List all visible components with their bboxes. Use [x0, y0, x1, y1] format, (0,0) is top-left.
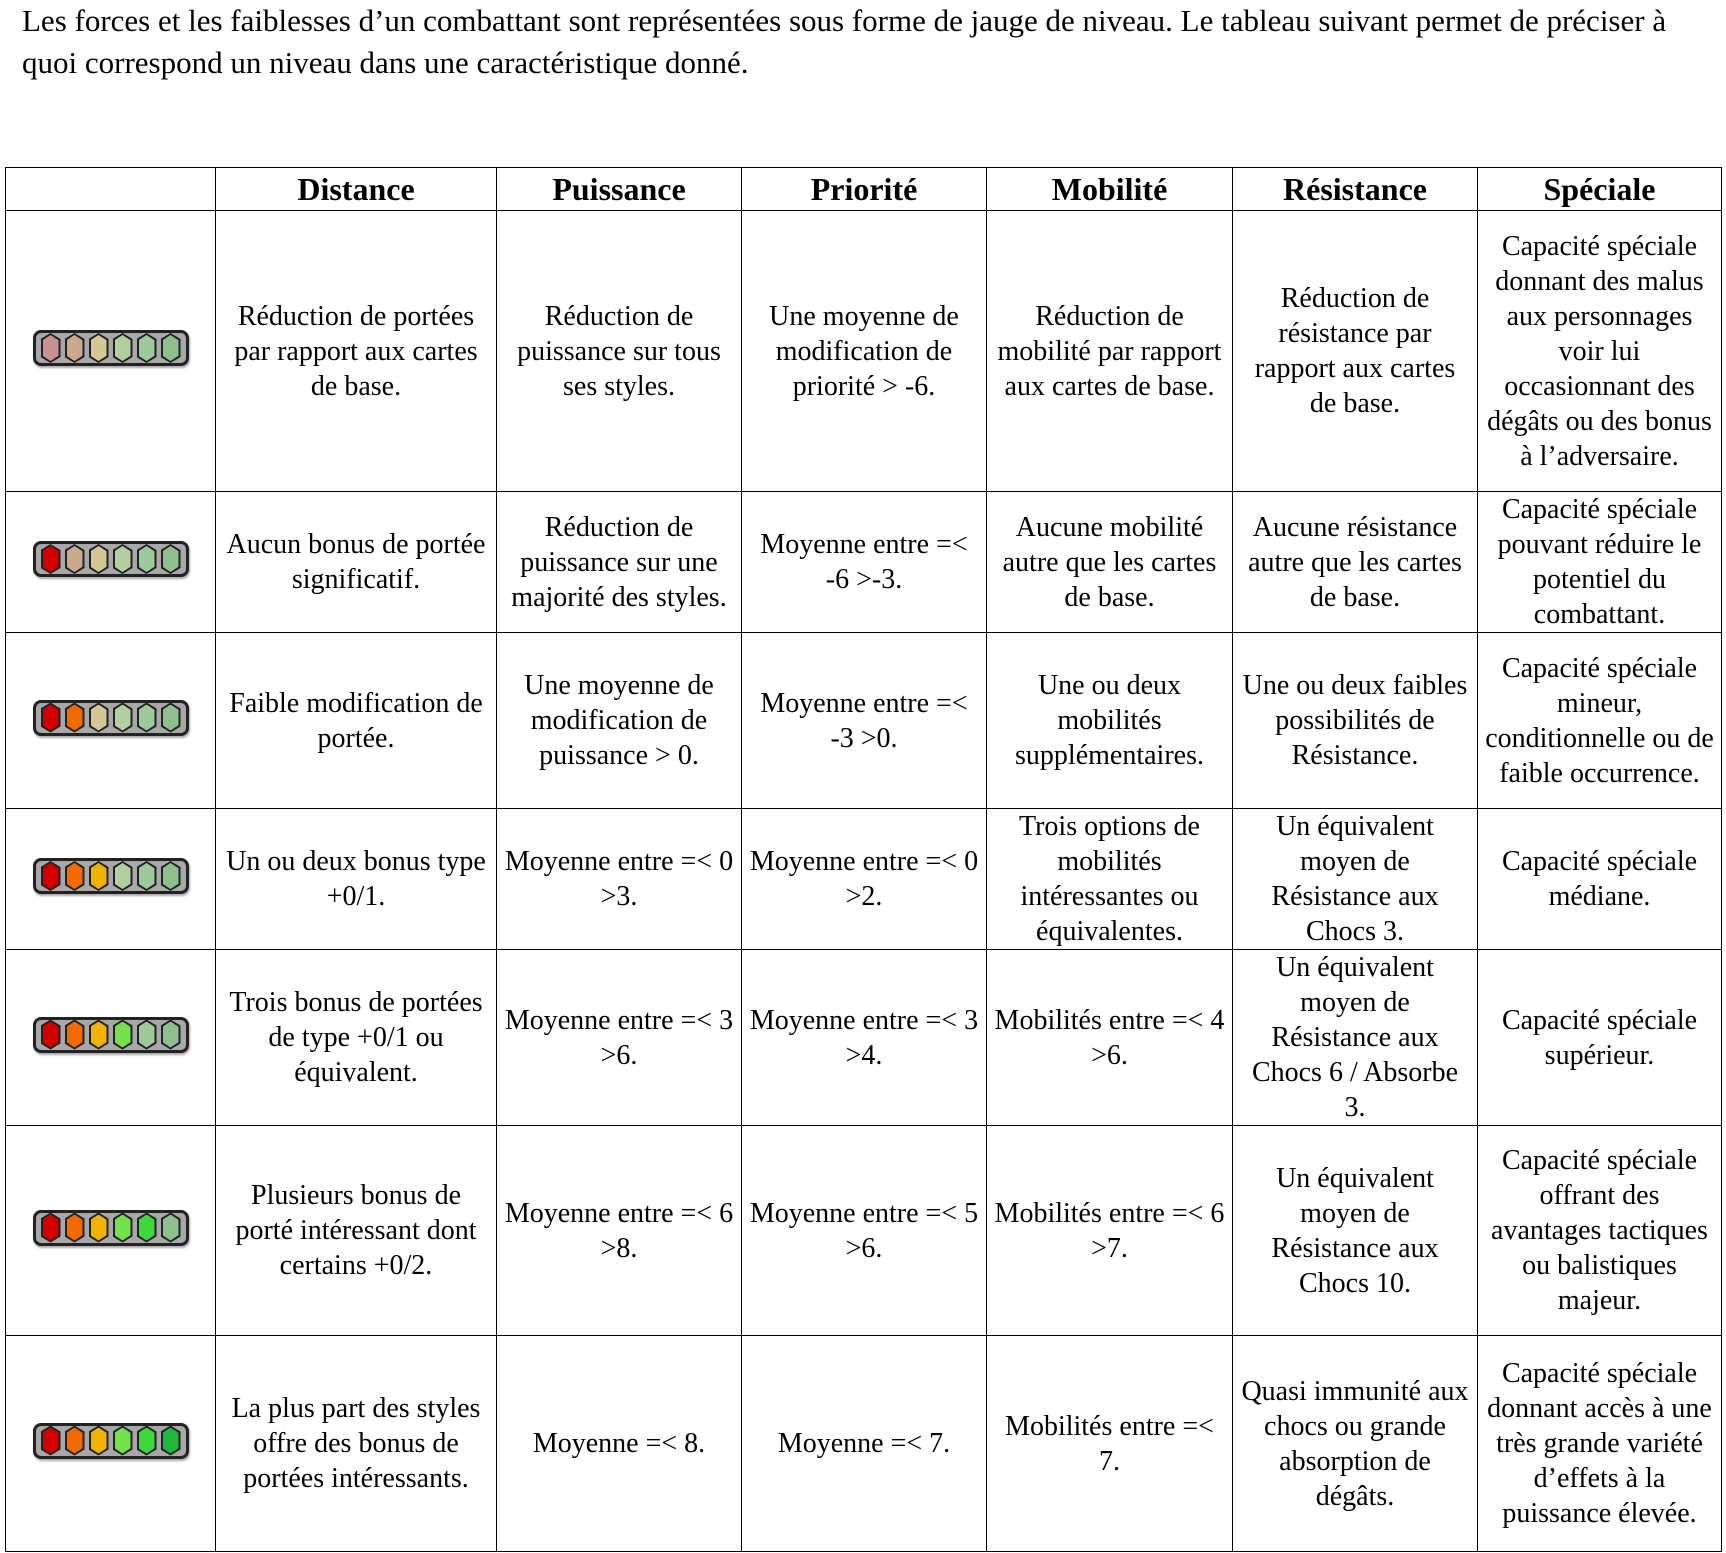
cell-text: Moyenne entre =< -6 >-3.: [760, 529, 968, 595]
gauge-cell: [6, 633, 216, 809]
cell-text: Capacité spéciale supérieur.: [1501, 1004, 1698, 1071]
header-row: [6, 168, 1722, 211]
cell-priorite: [742, 809, 987, 950]
gauge-segment: [113, 861, 133, 891]
table-row: [6, 950, 1722, 1126]
cell-text: Moyenne entre =< 0 >2.: [749, 846, 979, 912]
cell-puissance: [497, 633, 742, 809]
cell-speciale: [1478, 1336, 1722, 1552]
cell-text: Moyenne =< 7.: [777, 1428, 951, 1459]
cell-speciale: [1478, 1126, 1722, 1336]
gauge-segment: [41, 1020, 61, 1050]
cell-text: Un ou deux bonus type +0/1.: [226, 846, 486, 912]
level-gauge-icon: [33, 330, 189, 366]
gauge-segment: [137, 703, 157, 733]
gauge-segment: [41, 544, 61, 574]
cell-priorite: [742, 211, 987, 492]
cell-text: Une moyenne de modification de priorité > -6.: [769, 300, 959, 402]
cell-text: Moyenne entre =< 5 >6.: [749, 1197, 979, 1264]
header-mobilite: Mobilité: [987, 168, 1233, 211]
cell-text: Mobilités entre =< 7.: [1005, 1410, 1214, 1477]
cell-puissance: [497, 1336, 742, 1552]
gauge-segment: [89, 1020, 109, 1050]
level-gauge-icon: [33, 1017, 189, 1053]
cell-resistance: [1233, 950, 1478, 1126]
cell-text: Réduction de portées par rapport aux cartes de base.: [234, 300, 478, 402]
level-gauge-icon: [33, 700, 189, 736]
gauge-segment: [89, 861, 109, 891]
cell-text: Une moyenne de modification de puissance > 0.: [524, 670, 714, 771]
cell-text: Capacité spéciale donnant des malus aux personnages voir lui occasionnant des dégâts ou des bonus à l’adversaire.: [1487, 230, 1712, 472]
table-row: [6, 1126, 1722, 1336]
gauge-segment: [161, 1426, 181, 1456]
cell-mobilite: [987, 1336, 1233, 1552]
cell-priorite: [742, 950, 987, 1126]
level-gauge-icon: [33, 1210, 189, 1246]
header-distance: Distance: [216, 168, 497, 211]
cell-priorite: [742, 1126, 987, 1336]
gauge-segment: [137, 1020, 157, 1050]
cell-text: Faible modification de portée.: [229, 687, 483, 754]
cell-resistance: [1233, 809, 1478, 950]
gauge-segment: [161, 544, 181, 574]
gauge-segment: [65, 861, 85, 891]
cell-text: Un équivalent moyen de Résistance aux Chocs 10.: [1271, 1162, 1439, 1299]
gauge-segment: [89, 333, 109, 363]
gauge-cell: [6, 950, 216, 1126]
gauge-segment: [41, 1213, 61, 1243]
gauge-segment: [113, 1213, 133, 1243]
cell-puissance: [497, 492, 742, 633]
cell-speciale: [1478, 950, 1722, 1126]
gauge-segment: [65, 333, 85, 363]
gauge-cell: [6, 492, 216, 633]
table-row: [6, 633, 1722, 809]
cell-text: Réduction de puissance sur tous ses styles.: [517, 300, 721, 402]
cell-text: Capacité spéciale mineur, conditionnelle ou de faible occurrence.: [1485, 652, 1714, 789]
header-gauge: [6, 168, 216, 211]
cell-distance: [216, 633, 497, 809]
cell-text: Capacité spéciale offrant des avantages tactiques ou balistiques majeur.: [1491, 1145, 1708, 1316]
header-speciale: Spéciale: [1478, 168, 1722, 211]
table-row: [6, 211, 1722, 492]
gauge-segment: [137, 1213, 157, 1243]
gauge-segment: [89, 1213, 109, 1243]
gauge-segment: [161, 861, 181, 891]
cell-speciale: [1478, 492, 1722, 633]
cell-puissance: [497, 1126, 742, 1336]
gauge-cell: [6, 1126, 216, 1336]
cell-distance: [216, 809, 497, 950]
cell-text: Trois bonus de portées de type +0/1 ou équivalent.: [229, 987, 483, 1088]
cell-text: Une ou deux mobilités supplémentaires.: [1015, 670, 1204, 771]
gauge-segment: [89, 1426, 109, 1456]
gauge-segment: [113, 1426, 133, 1456]
table-row: [6, 492, 1722, 633]
cell-resistance: [1233, 211, 1478, 492]
gauge-segment: [65, 1020, 85, 1050]
gauge-segment: [89, 544, 109, 574]
gauge-segment: [161, 1213, 181, 1243]
cell-speciale: [1478, 211, 1722, 492]
level-gauge-icon: [33, 858, 189, 894]
cell-text: La plus part des styles offre des bonus de portées intéressants.: [231, 1393, 481, 1494]
header-puissance: Puissance: [497, 168, 742, 211]
gauge-segment: [89, 703, 109, 733]
cell-text: Un équivalent moyen de Résistance aux Chocs 6 / Absorbe 3.: [1251, 952, 1459, 1123]
header-resistance: Résistance: [1233, 168, 1478, 211]
cell-text: Moyenne entre =< -3 >0.: [760, 687, 968, 754]
cell-distance: [216, 211, 497, 492]
gauge-segment: [41, 333, 61, 363]
cell-speciale: [1478, 633, 1722, 809]
cell-text: Quasi immunité aux chocs ou grande absorption de dégâts.: [1241, 1375, 1469, 1512]
cell-resistance: [1233, 1126, 1478, 1336]
cell-distance: [216, 1336, 497, 1552]
cell-text: Moyenne entre =< 6 >8.: [504, 1197, 734, 1264]
cell-priorite: [742, 1336, 987, 1552]
cell-puissance: [497, 211, 742, 492]
cell-mobilite: [987, 211, 1233, 492]
cell-text: Trois options de mobilités intéressantes ou équivalentes.: [1018, 811, 1200, 947]
table-row: [6, 809, 1722, 950]
gauge-cell: [6, 211, 216, 492]
cell-priorite: [742, 492, 987, 633]
cell-text: Une ou deux faibles possibilités de Résistance.: [1242, 670, 1468, 771]
cell-text: Aucun bonus de portée significatif.: [226, 529, 486, 595]
gauge-segment: [65, 1213, 85, 1243]
cell-text: Capacité spéciale médiane.: [1501, 846, 1698, 912]
gauge-segment: [41, 861, 61, 891]
gauge-segment: [137, 1426, 157, 1456]
gauge-segment: [41, 703, 61, 733]
cell-text: Moyenne entre =< 0 >3.: [504, 846, 734, 912]
cell-text: Mobilités entre =< 6 >7.: [994, 1197, 1225, 1264]
gauge-segment: [161, 333, 181, 363]
cell-resistance: [1233, 1336, 1478, 1552]
gauge-segment: [137, 333, 157, 363]
cell-puissance: [497, 950, 742, 1126]
level-gauge-icon: [33, 1423, 189, 1459]
table-row: [6, 1336, 1722, 1552]
gauge-segment: [65, 703, 85, 733]
gauge-segment: [161, 1020, 181, 1050]
header-priorite: Priorité: [742, 168, 987, 211]
gauge-segment: [113, 544, 133, 574]
level-gauge-icon: [33, 541, 189, 577]
cell-text: Moyenne =< 8.: [532, 1428, 706, 1459]
gauge-segment: [161, 703, 181, 733]
cell-text: Réduction de puissance sur une majorité des styles.: [511, 511, 727, 613]
cell-text: Un équivalent moyen de Résistance aux Chocs 3.: [1271, 811, 1439, 947]
gauge-segment: [113, 703, 133, 733]
gauge-segment: [113, 333, 133, 363]
cell-text: Capacité spéciale donnant accès à une très grande variété d’effets à la puissance élevée.: [1487, 1358, 1712, 1529]
cell-mobilite: [987, 633, 1233, 809]
gauge-cell: [6, 809, 216, 950]
cell-priorite: [742, 633, 987, 809]
cell-mobilite: [987, 1126, 1233, 1336]
gauge-segment: [113, 1020, 133, 1050]
intro-paragraph: Les forces et les faiblesses d’un combattant sont représentées sous forme de jauge de niveau. Le tableau suivant permet de préciser à quoi correspond un niveau dans une caractéristique donné.: [22, 3, 1667, 80]
cell-text: Aucune résistance autre que les cartes de base.: [1248, 511, 1462, 613]
cell-distance: [216, 492, 497, 633]
level-table: [5, 167, 1722, 1552]
gauge-segment: [137, 861, 157, 891]
cell-text: Moyenne entre =< 3 >4.: [749, 1004, 979, 1071]
cell-distance: [216, 950, 497, 1126]
cell-mobilite: [987, 809, 1233, 950]
cell-resistance: [1233, 633, 1478, 809]
cell-text: Aucune mobilité autre que les cartes de base.: [1002, 511, 1217, 613]
gauge-segment: [41, 1426, 61, 1456]
gauge-segment: [137, 544, 157, 574]
cell-text: Réduction de résistance par rapport aux cartes de base.: [1254, 283, 1456, 419]
gauge-segment: [65, 1426, 85, 1456]
cell-distance: [216, 1126, 497, 1336]
gauge-cell: [6, 1336, 216, 1552]
gauge-segment: [65, 544, 85, 574]
cell-text: Moyenne entre =< 3 >6.: [504, 1004, 734, 1071]
cell-text: Plusieurs bonus de porté intéressant dont certains +0/2.: [235, 1180, 477, 1281]
cell-text: Mobilités entre =< 4 >6.: [994, 1004, 1225, 1071]
cell-text: Réduction de mobilité par rapport aux cartes de base.: [997, 300, 1222, 402]
cell-text: Capacité spéciale pouvant réduire le potentiel du combattant.: [1497, 494, 1702, 630]
cell-mobilite: [987, 492, 1233, 633]
cell-puissance: [497, 809, 742, 950]
cell-mobilite: [987, 950, 1233, 1126]
cell-speciale: [1478, 809, 1722, 950]
cell-resistance: [1233, 492, 1478, 633]
